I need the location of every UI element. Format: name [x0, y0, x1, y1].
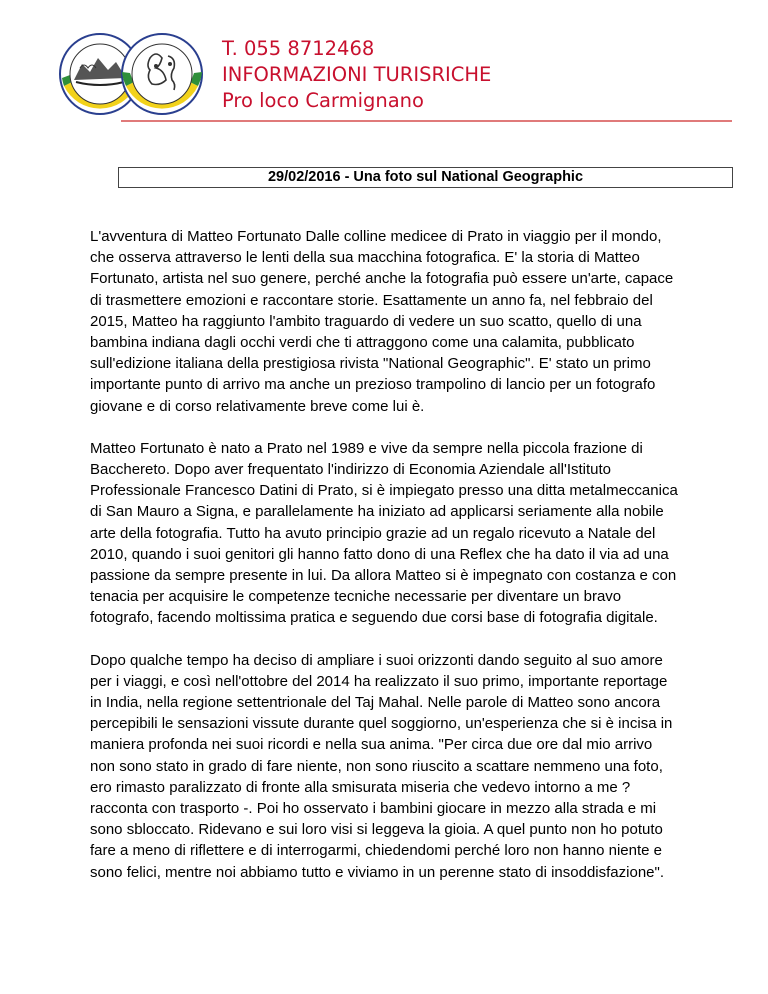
logo-right-emblem: [122, 34, 202, 114]
article-paragraph: Matteo Fortunato è nato a Prato nel 1989 e vive da sempre nella piccola frazione di Bacchereto. Dopo aver frequentato l'indirizzo di Economia Aziendale all'Istituto Professionale Francesco Datini di Prato, si è impiegato presso una ditta metalmeccanica di San Mauro a Signa, e parallelamente ha iniziato ad applicarsi seriamente alla nobile arte della fotografia. Tutto ha avuto principio grazie ad un regalo ricevuto a Natale del 2010, quando i suoi genitori gli hanno fatto dono di una Reflex che ha dato il via ad una passione da sempre presente in lui. Da allora Matteo si è impegnato con costanza e con tenacia per acquisire le competenze tecniche necessarie per diventare un bravo fotografo, facendo moltissima pratica e seguendo due corsi base di fotografia digitale.: [90, 439, 678, 627]
header-info: INFORMAZIONI TURISRICHE: [222, 63, 492, 86]
header-org: Pro loco Carmignano: [222, 89, 424, 112]
pro-loco-logo-icon: [56, 28, 206, 120]
article-paragraph: Dopo qualche tempo ha deciso di ampliare i suoi orizzonti dando seguito al suo amore per i viaggi, e così nell'ottobre del 2014 ha realizzato il suo primo, importante reportage in India, nella regione settentrionale del Taj Mahal. Nelle parole di Matteo sono ancora percepibili le sensazioni vissute durante quel soggiorno, un'esperienza che si è incisa in maniera profonda nei suoi ricordi e nella sua anima. "Per circa due ore dal mio arrivo non sono stato in grado di fare niente, non sono riuscito a scattare nemmeno una foto, ero rimasto paralizzato di fronte alla smisurata miseria che vedevo intorno a me ? racconta con trasporto -. Poi ho osservato i bambini giocare in mezzo alla strada e mi sono sbloccato. Ridevano e sui loro visi si leggeva la gioia. A quel punto non ho potuto fare a meno di riflettere e di interrogarmi, chiedendomi perché loro non hanno niente e sono felici, mentre noi abbiamo tutto e viviamo in un perenne stato di insoddisfazione".: [90, 651, 673, 881]
article-title: 29/02/2016 - Una foto sul National Geographic: [118, 167, 733, 188]
header-divider: [121, 120, 732, 122]
header-contact-block: [222, 36, 491, 114]
header-phone: T. 055 8712468: [222, 37, 375, 60]
article-body: [90, 226, 680, 904]
article-paragraph: L'avventura di Matteo Fortunato Dalle colline medicee di Prato in viaggio per il mondo, che osserva attraverso le lenti della sua macchina fotografica. E' la storia di Matteo Fortunato, artista nel suo genere, perché anche la fotografia può essere un'arte, capace di trasmettere emozioni e raccontare storie. Esattamente un anno fa, nel febbraio del 2015, Matteo ha raggiunto l'ambito traguardo di vedere un suo scatto, quello di una bambina indiana dagli occhi verdi che ti attraggono come una calamita, pubblicato sull'edizione italiana della prestigiosa rivista "National Geographic". E' stato un primo importante punto di arrivo ma anche un prezioso trampolino di lancio per un fotografo giovane e di corso relativamente breve come lui è.: [90, 228, 674, 415]
page-header: [0, 0, 768, 125]
